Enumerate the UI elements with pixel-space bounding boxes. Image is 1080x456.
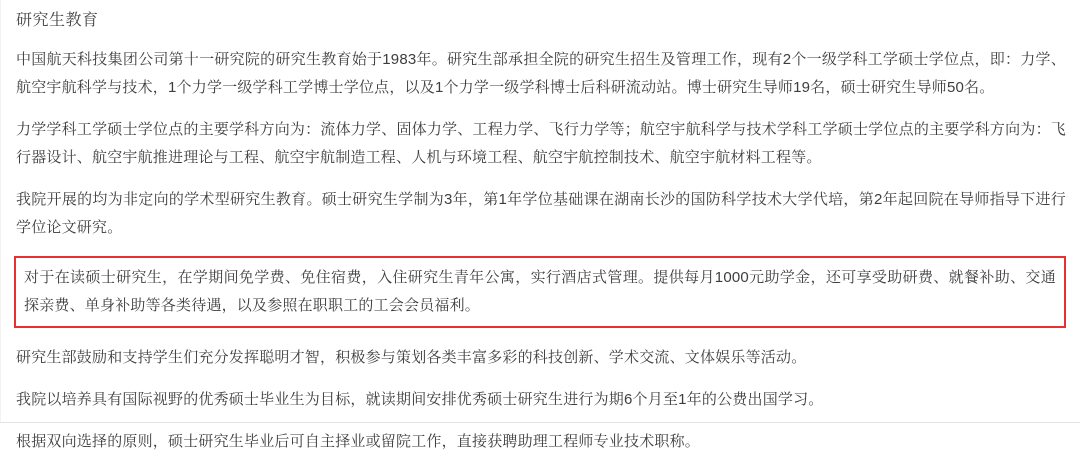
highlight-box-benefits	[14, 256, 1066, 328]
paragraph-intro: 中国航天科技集团公司第十一研究院的研究生教育始于1983年。研究生部承担全院的研究生招生及管理工作，现有2个一级学科工学硕士学位点，即：力学、航空宇航科学与技术，1个力学一级学科工学博士学位点，以及1个力学一级学科博士后科研流动站。博士研究生导师19名，硕士研究生导师50名。	[16, 51, 1066, 96]
paragraph-benefits: 对于在读硕士研究生，在学期间免学费、免住宿费，入住研究生青年公寓，实行酒店式管理。提供每月1000元助学金，还可享受助研费、就餐补助、交通探亲费、单身补助等各类待遇，以及参照在职职工的工会会员福利。	[24, 269, 1056, 314]
paragraph-overseas-study: 我院以培养具有国际视野的优秀硕士毕业生为目标，就读期间安排优秀硕士研究生进行为期6个月至1年的公费出国学习。	[16, 391, 824, 408]
paragraph-activities: 研究生部鼓励和支持学生们充分发挥聪明才智，积极参与策划各类丰富多彩的科技创新、学术交流、文体娱乐等活动。	[16, 349, 807, 366]
paragraph-program-structure: 我院开展的均为非定向的学术型研究生教育。硕士研究生学制为3年，第1年学位基础课在湖南长沙的国防科学技术大学代培，第2年起回院在导师指导下进行学位论文研究。	[16, 191, 1066, 236]
page-left-edge	[0, 0, 1, 423]
paragraph-employment: 根据双向选择的原则，硕士研究生毕业后可自主择业或留院工作，直接获聘助理工程师专业技术职称。	[16, 433, 701, 450]
paragraph-disciplines: 力学学科工学硕士学位点的主要学科方向为：流体力学、固体力学、工程力学、飞行力学等；航空宇航科学与技术学科工学硕士学位点的主要学科方向为：飞行器设计、航空宇航推进理论与工程、航空宇航制造工程、人机与环境工程、航空宇航控制技术、航空宇航材料工程等。	[16, 121, 1066, 166]
page-title: 研究生教育	[16, 12, 99, 29]
